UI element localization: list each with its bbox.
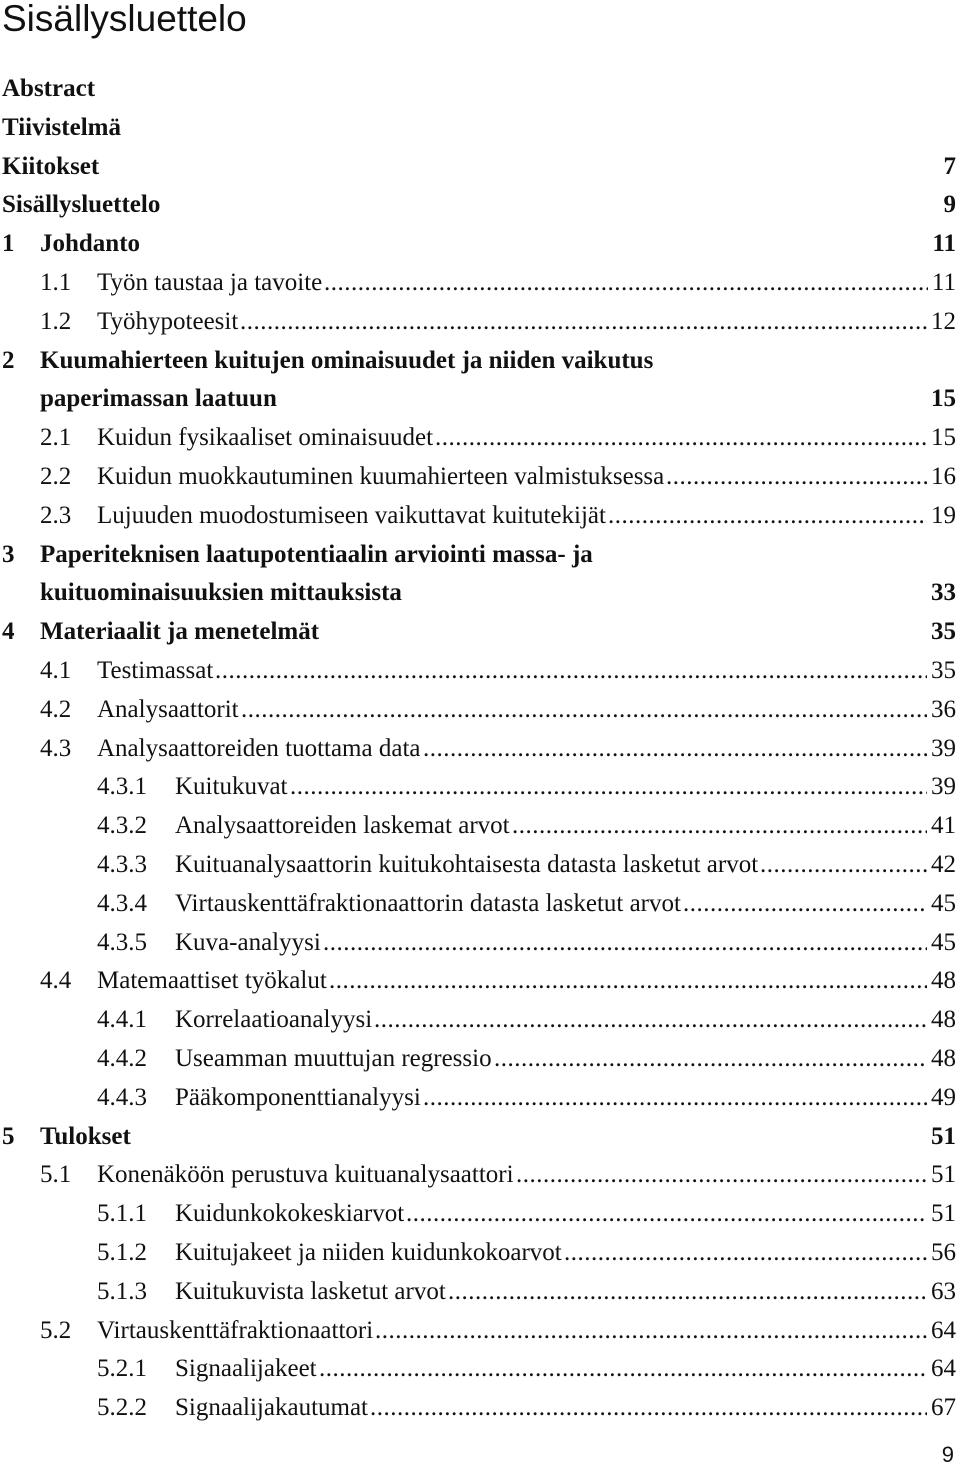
toc-entry-title: Sisällysluettelo (2, 191, 161, 219)
toc-entry-page: 41 (929, 807, 956, 845)
toc-entry-title: Abstract (2, 75, 96, 102)
dot-leader (240, 303, 927, 341)
toc-entry-number: 1 (2, 230, 15, 258)
toc-entry-title: paperimassan laatuun (40, 385, 277, 413)
toc-entry-page: 7 (942, 148, 957, 186)
toc-entry-title: Tiivistelmä (2, 113, 121, 141)
toc-entry-number: 5.2.2 (97, 1394, 147, 1422)
dot-leader (494, 1040, 927, 1078)
toc-entry (0, 186, 956, 224)
toc-entry-number: 4.3.4 (97, 889, 147, 917)
toc-entry-page: 15 (929, 419, 956, 457)
dot-leader (323, 924, 927, 962)
dot-leader (374, 1001, 927, 1039)
toc-entry (0, 70, 956, 108)
toc-entry-page: 16 (929, 458, 956, 496)
toc-entry (0, 419, 956, 457)
toc-entry-number: 1.1 (40, 269, 72, 296)
toc-entry-title: Matemaattiset työkalut (97, 967, 327, 995)
toc-entry-page: 11 (930, 264, 956, 302)
toc-entry-page: 51 (929, 1195, 956, 1233)
page-title: Sisällysluettelo (2, 0, 247, 39)
toc-entry-number: 5.1.3 (97, 1277, 147, 1305)
toc-entry-number: 2.1 (40, 424, 72, 452)
toc-entry-number: 2.3 (40, 501, 72, 529)
toc-entry-title: Konenäköön perustuva kuituanalysaattori (97, 1161, 514, 1189)
toc-entry (0, 730, 956, 768)
toc-entry-title: Kuidun muokkautuminen kuumahierteen valmistuksessa (97, 463, 665, 490)
toc-entry-title: Kuituanalysaattorin kuitukohtaisesta datasta lasketut arvot (175, 851, 759, 878)
toc-entry-page: 39 (929, 730, 956, 768)
toc-entry (0, 225, 956, 263)
toc-entry (0, 691, 956, 729)
toc-entry-page: 64 (929, 1312, 956, 1350)
toc-entry-number: 4.3.1 (97, 773, 147, 801)
toc-entry-title: Kiitokset (2, 152, 100, 180)
toc-entry-page: 48 (929, 1001, 956, 1039)
toc-entry-page: 39 (929, 768, 956, 806)
toc-entry-number: 4.3 (40, 734, 72, 762)
toc-entry-page: 35 (929, 613, 956, 651)
toc-entry-title: Tulokset (40, 1122, 131, 1150)
toc-entry (0, 807, 956, 845)
toc-entry-title: Johdanto (40, 230, 141, 258)
dot-leader (423, 730, 927, 768)
toc-entry-title: Kuitujakeet ja niiden kuidunkokoarvot (175, 1239, 562, 1266)
dot-leader (215, 652, 927, 690)
toc-entry-number: 5.1.2 (97, 1239, 147, 1266)
toc-entry (0, 109, 956, 147)
toc-entry-title: Kuva-analyysi (175, 928, 321, 956)
toc-entry (0, 652, 956, 690)
toc-entry-page: 48 (929, 962, 956, 1000)
toc-entry-number: 3 (2, 540, 15, 568)
toc-entry-number: 5.1 (40, 1161, 72, 1189)
dot-leader (683, 885, 927, 923)
toc-entry-number: 4.2 (40, 695, 72, 723)
toc-entry-title: Korrelaatioanalyysi (175, 1006, 373, 1034)
toc-entry-page: 56 (929, 1234, 956, 1272)
toc-entry (0, 1156, 956, 1194)
toc-entry-page: 51 (929, 1156, 956, 1194)
toc-entry-number: 4.4.1 (97, 1006, 147, 1034)
toc-entry (0, 1389, 956, 1427)
toc-entry-title: Kuumahierteen kuitujen ominaisuudet ja niiden vaikutus (40, 346, 654, 374)
toc-entry (0, 303, 956, 341)
toc-entry-title: Työhypoteesit (97, 307, 239, 335)
toc-entry-title: Kuidun fysikaaliset ominaisuudet (97, 424, 434, 452)
dot-leader (564, 1234, 927, 1272)
dot-leader (516, 1156, 927, 1194)
dot-leader (324, 264, 928, 302)
toc-entry-number: 4.3.5 (97, 928, 147, 956)
toc-entry-title: Virtauskenttäfraktionaattorin datasta lasketut arvot (175, 889, 681, 917)
toc-entry (0, 768, 956, 806)
toc-entry (0, 924, 956, 962)
toc-entry (0, 264, 956, 302)
toc-entry-page: 12 (929, 303, 956, 341)
toc-entry-title: Materiaalit ja menetelmät (40, 618, 320, 646)
dot-leader (423, 1079, 927, 1117)
toc-entry-number: 2 (2, 346, 15, 374)
toc-entry-number: 5 (2, 1122, 15, 1150)
toc-entry-number: 4.4.3 (97, 1083, 147, 1111)
toc-entry (0, 342, 956, 380)
toc-entry-page: 45 (929, 885, 956, 923)
toc-entry-number: 4.3.2 (97, 812, 147, 840)
toc-entry-page: 45 (929, 924, 956, 962)
toc-entry-title: Paperiteknisen laatupotentiaalin arviointi massa- ja (40, 540, 593, 568)
toc-entry (0, 1079, 956, 1117)
toc-entry-page: 48 (929, 1040, 956, 1078)
toc-entry-number: 1.2 (40, 307, 72, 335)
toc-entry-page: 15 (929, 380, 956, 418)
toc-entry-page: 11 (930, 225, 956, 263)
toc-entry-number: 4 (2, 618, 15, 646)
toc-entry-page: 42 (929, 846, 956, 884)
toc-entry (0, 885, 956, 923)
toc-entry (0, 1273, 956, 1311)
toc-entry-number: 5.2 (40, 1316, 72, 1344)
toc-entry (0, 458, 956, 496)
dot-leader (760, 846, 927, 884)
toc-entry-page: 35 (929, 652, 956, 690)
toc-entry (0, 1040, 956, 1078)
dot-leader (406, 1195, 927, 1233)
dot-leader (241, 691, 927, 729)
toc-entry (0, 1118, 956, 1156)
toc-entry-page: 36 (929, 691, 956, 729)
page-number: 9 (941, 1442, 954, 1467)
toc-entry-title: Lujuuden muodostumiseen vaikuttavat kuitutekijät (97, 501, 606, 529)
toc-entry (0, 536, 956, 574)
toc-entry-title: Analysaattoreiden laskemat arvot (175, 812, 510, 840)
toc-entry-title: Signaalijakautumat (175, 1394, 369, 1422)
toc-entry-title: Analysaattoreiden tuottama data (97, 734, 421, 762)
toc-entry (0, 962, 956, 1000)
dot-leader (435, 419, 927, 457)
toc-entry (0, 497, 956, 535)
dot-leader (290, 768, 927, 806)
toc-entry-number: 5.2.1 (97, 1355, 147, 1383)
toc-entry-title: Analysaattorit (97, 695, 239, 723)
toc-entry-title: Työn taustaa ja tavoite (97, 269, 323, 296)
toc-entry-page: 19 (929, 497, 956, 535)
toc-entry-number: 2.2 (40, 463, 72, 490)
toc-entry (0, 148, 956, 186)
toc-entry (0, 1234, 956, 1272)
dot-leader (666, 458, 927, 496)
toc-entry-title: Testimassat (97, 657, 214, 684)
toc-entry-title: Useamman muuttujan regressio (175, 1045, 492, 1072)
toc-entry-number: 4.1 (40, 657, 72, 684)
dot-leader (512, 807, 927, 845)
toc-entry-title: Kuitukuvista lasketut arvot (175, 1277, 446, 1305)
toc-entry-page: 63 (929, 1273, 956, 1311)
toc-entry (0, 846, 956, 884)
toc-entry-title: kuituominaisuuksien mittauksista (40, 579, 402, 607)
dot-leader (329, 962, 927, 1000)
toc-entry-title: Virtauskenttäfraktionaattori (97, 1316, 374, 1344)
toc-entry-title: Signaalijakeet (175, 1355, 317, 1383)
toc-entry-title: Kuitukuvat (175, 773, 288, 801)
toc-entry-page: 49 (929, 1079, 956, 1117)
toc-entry-page: 67 (929, 1389, 956, 1427)
toc-entry (0, 1350, 956, 1388)
toc-entry-page: 51 (929, 1118, 956, 1156)
toc-entry-number: 4.4 (40, 967, 72, 995)
dot-leader (448, 1273, 927, 1311)
toc-entry-page: 64 (929, 1350, 956, 1388)
toc-entry (0, 613, 956, 651)
toc-entry (0, 574, 956, 612)
toc-entry-title: Kuidunkokokeskiarvot (175, 1200, 405, 1228)
toc-entry (0, 1195, 956, 1233)
dot-leader (608, 497, 927, 535)
toc-entry-page: 9 (942, 186, 957, 224)
toc-entry-number: 4.3.3 (97, 851, 147, 878)
dot-leader (370, 1389, 927, 1427)
toc-entry (0, 1312, 956, 1350)
toc-entry-number: 4.4.2 (97, 1045, 147, 1072)
toc-entry (0, 1001, 956, 1039)
toc-entry (0, 380, 956, 418)
toc-entry-number: 5.1.1 (97, 1200, 147, 1228)
dot-leader (319, 1350, 927, 1388)
toc-entry-page: 33 (929, 574, 956, 612)
dot-leader (375, 1312, 927, 1350)
toc-entry-title: Pääkomponenttianalyysi (175, 1083, 421, 1111)
